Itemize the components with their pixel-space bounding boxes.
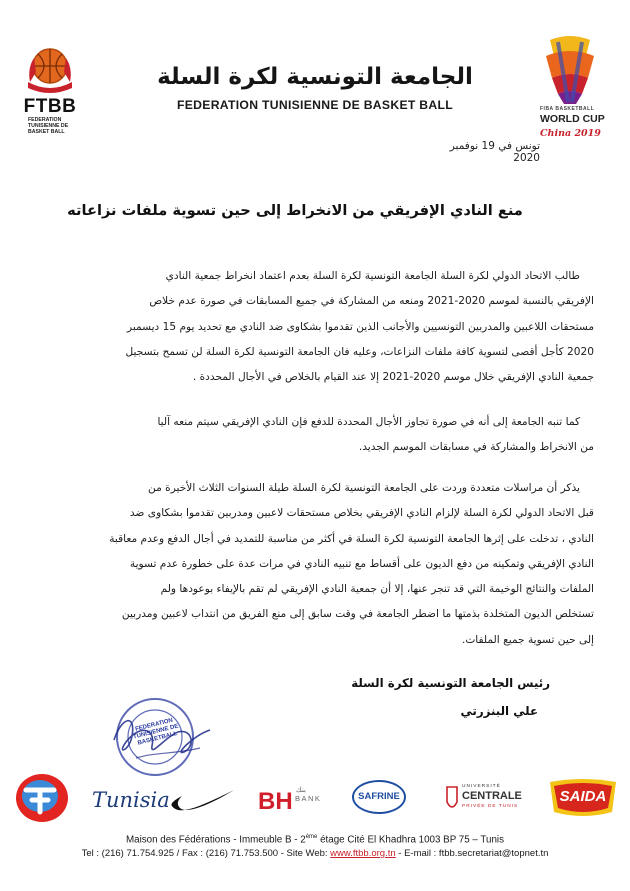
paragraph-line: قبل الاتحاد الدولي لكرة السلة لإلزام النادي الإفريقي بخلاص مستحقات لاعبين ومدربين تقدموا بشكاوى ضد: [129, 507, 594, 520]
paragraph-line: يذكر أن مراسلات متعددة وردت على الجامعة التونسية لكرة السلة طيلة السنوات الثلاث الأخيرة من: [148, 482, 580, 494]
paragraph-line: النادي ، تدخلت على إثرها الجامعة التونسية لكرة السلة في أكثر من مناسبة للتمديد في أجال الدفع وعدم معاقبة: [109, 532, 594, 545]
paragraph-line: النادي الإفريقي وتمكينه من دفع الديون على أقساط مع تنبيه النادي في مرات عدة على خطورة عدم تسوية: [129, 557, 594, 570]
letter-date: تونس في 19 نوفمبر 2020: [449, 140, 540, 164]
bh-bank-logo: BH: [258, 788, 293, 815]
handwritten-signature: [96, 706, 226, 776]
world-cup-trophy-icon: [528, 34, 612, 106]
signatory-name: علي البنزرتي: [460, 704, 538, 718]
tunisia-logo: Tunisia: [92, 788, 170, 812]
paragraph-line: مستحقات اللاعبين والمدربين التونسيين والأجانب الذين تقدموا بشكاوى ضد النادي مع تحديد يوم 15 ديسمبر: [126, 320, 594, 333]
saida-logo: SAIDA: [546, 776, 620, 818]
wc-world-cup: WORLD CUP: [540, 113, 605, 125]
federation-name-french: FEDERATION TUNISIENNE DE BASKET BALL: [177, 98, 453, 112]
paragraph-2: [34, 410, 594, 461]
paragraph-line: الملفات والنتائج الوخيمة التي قد تنجر عنها، إلا أن جمعية النادي الإفريقي لم تقم بالإيفاء بوعودها ولم: [160, 583, 594, 596]
universite-centrale-logo: UNIVERSITÉ CENTRALE PRIVÉE DE TUNIS: [446, 784, 532, 820]
university-shield-icon: [446, 786, 458, 812]
paragraph-line: طالب الاتحاد الدولي لكرة السلة الجامعة التونسية لكرة السلة بعدم اعتماد انخراط جمعية النادي: [165, 270, 580, 282]
sponsor-strip: [0, 770, 630, 826]
ftbb-subtitle: FEDERATION TUNISIENNE DE BASKET BALL: [28, 117, 69, 135]
tunisie-telecom-logo: [14, 772, 70, 824]
paragraph-line: الإفريقي بالنسبة لموسم 2020-2021 ومنعه من المشاركة في جميع المسابقات في صورة عدم خلاص: [149, 295, 594, 308]
bh-bank-arabic: بنك: [296, 787, 306, 794]
safrine-logo: SAFRINE: [352, 780, 406, 814]
footer-address: Maison des Fédérations - Immeuble B - 2ème étage Cité El Khadhra 1003 BP 75 – Tunis: [125, 834, 504, 846]
paragraph-1: [34, 264, 594, 390]
signatory-role: رئيس الجامعة التونسية لكرة السلة: [351, 676, 550, 690]
federation-name-arabic: الجامعة التونسية لكرة السلة: [157, 64, 473, 90]
ftbb-logo: [14, 42, 86, 134]
paragraph-line: من الانخراط والمشاركة في مسابقات الموسم الجديد.: [358, 441, 594, 454]
paragraph-line: إلى حين تسوية جميع الملفات.: [461, 633, 594, 646]
ftbb-abbr: FTBB: [23, 96, 77, 117]
paragraph-3: [34, 476, 594, 653]
paragraph-line: تستخلص الديون المتخلدة بذمتها ما اضطر الجامعة في وقت سابق إلى منع الفريق من انتداب لاعبين ومدربين: [121, 608, 594, 621]
paragraph-line: 2020 كأجل أقصى لتسوية كافة ملفات النزاعات، وعليه فان الجامعة التونسية لكرة السلة لن تسمح بتسجيل: [125, 345, 594, 358]
nike-swoosh-icon: [168, 784, 238, 814]
paragraph-line: كما تنبه الجامعة إلى أنه في صورة تجاوز الأجال المحددة للدفع فإن النادي الإفريقي سيتم منعه آليا: [157, 416, 580, 428]
footer-contact: Tel : (216) 71.754.925 / Fax : (216) 71.753.500 - Site Web: www.ftbb.org.tn - E-mail : ftbb.secretariat@topnet.tn: [81, 848, 549, 859]
stamp-text: FEDERATION TUNISIENNE DE BASKETBALL: [132, 717, 180, 747]
website-link[interactable]: www.ftbb.org.tn: [330, 848, 396, 859]
wc-fiba: FIBA BASKETBALL: [540, 106, 595, 112]
letter-title: منع النادي الإفريقي من الانخراط إلى حين تسوية ملفات نزاعاته: [67, 202, 523, 219]
basketball-hands-icon: [24, 42, 76, 98]
fiba-world-cup-logo: [528, 34, 612, 144]
wc-china-2019: China 2019: [540, 128, 601, 139]
paragraph-line: جمعية النادي الإفريقي خلال موسم 2020-2021 إلا عند القيام بالخلاص في الأجال المحددة .: [192, 371, 594, 384]
bh-bank-label: BANK: [295, 794, 322, 803]
